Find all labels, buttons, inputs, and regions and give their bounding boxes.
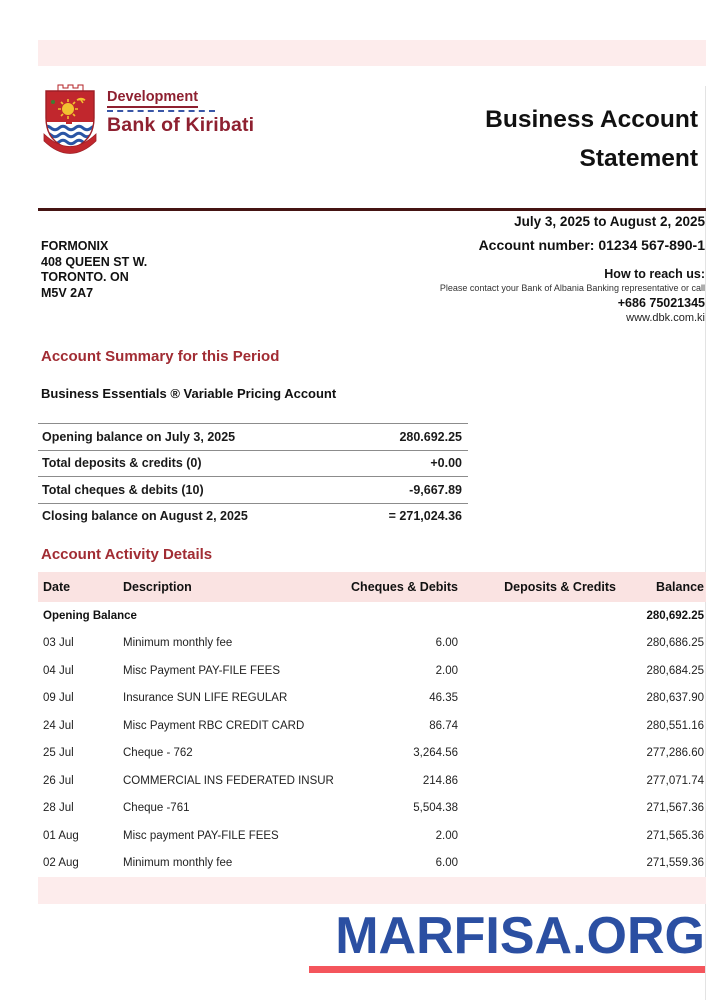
opening-balance-label: Opening Balance: [43, 609, 137, 622]
opening-balance-value: 280,692.25: [646, 609, 704, 622]
table-row-opening-balance: [38, 602, 706, 630]
cell-balance: 277,286.60: [646, 747, 704, 760]
table-row: [38, 850, 706, 878]
table-row: [38, 767, 706, 795]
cell-balance: 271,565.36: [646, 829, 704, 842]
table-row: [38, 822, 706, 850]
cell-credit: [460, 602, 618, 630]
bank-logo-line1: Development: [107, 89, 198, 108]
cell-description: Misc payment PAY-FILE FEES: [123, 829, 279, 842]
contact-block: [440, 237, 705, 324]
table-row: [38, 630, 706, 658]
cell-description: Cheque -761: [123, 802, 190, 815]
cell-debit: 46.35: [429, 692, 458, 705]
col-header-balance: Balance: [618, 572, 706, 602]
summary-row-opening: [38, 423, 468, 450]
summary-row-closing: [38, 503, 468, 530]
cell-credit: [460, 685, 618, 713]
account-number: Account number: 01234 567-890-1: [478, 237, 705, 253]
top-pink-banner: [38, 40, 706, 66]
bank-logo-line2: Bank of Kiribati: [107, 114, 255, 136]
col-header-description: Description: [118, 572, 340, 602]
document-title: [485, 100, 698, 178]
statement-period: July 3, 2025 to August 2, 2025: [514, 214, 705, 229]
activity-table: [38, 572, 706, 877]
cell-description: Cheque - 762: [123, 747, 193, 760]
cell-date: 26 Jul: [43, 774, 74, 787]
cell-description: Misc Payment RBC CREDIT CARD: [123, 719, 305, 732]
col-header-credits: Deposits & Credits: [460, 572, 618, 602]
cell-credit: [460, 767, 618, 795]
table-row: [38, 795, 706, 823]
cell-balance: 277,071.74: [646, 774, 704, 787]
bank-logo-text: [107, 88, 254, 156]
summary-section-heading: Account Summary for this Period: [41, 348, 280, 365]
summary-value: -9,667.89: [409, 482, 462, 497]
cell-credit: [460, 822, 618, 850]
bottom-pink-banner: [38, 877, 706, 904]
cell-description: Misc Payment PAY-FILE FEES: [123, 664, 281, 677]
cell-credit: [460, 795, 618, 823]
marfisa-watermark: MARFISA.ORG: [335, 907, 705, 965]
cell-debit: 2.00: [435, 829, 458, 842]
cell-debit: 3,264.56: [413, 747, 458, 760]
cell-debit: 6.00: [435, 857, 458, 870]
cell-debit: 86.74: [429, 719, 458, 732]
cell-balance: 280,551.16: [646, 719, 704, 732]
document-title-line1: Business Account: [485, 106, 698, 133]
activity-header-row: [38, 572, 706, 602]
summary-value: = 271,024.36: [388, 509, 462, 524]
cell-description: Insurance SUN LIFE REGULAR: [123, 692, 288, 705]
product-name: Business Essentials ® Variable Pricing Account: [41, 386, 337, 401]
cell-description: Minimum monthly fee: [123, 637, 233, 650]
contact-instruction: Please contact your Bank of Albania Banking representative or call: [439, 283, 705, 293]
kiribati-crest-icon: [41, 82, 99, 156]
table-row: [38, 712, 706, 740]
cell-balance: 271,567.36: [646, 802, 704, 815]
col-header-debits: Cheques & Debits: [340, 572, 460, 602]
cell-date: 03 Jul: [43, 637, 74, 650]
address-line-street: 408 QUEEN ST W.: [41, 254, 148, 269]
cell-credit: [460, 630, 618, 658]
table-row: [38, 685, 706, 713]
cell-credit: [460, 850, 618, 878]
cell-credit: [460, 740, 618, 768]
cell-balance: 280,686.25: [646, 637, 704, 650]
cell-debit: 5,504.38: [413, 802, 458, 815]
logo-dashed-divider: [107, 110, 215, 112]
cell-balance: 271,559.36: [646, 857, 704, 870]
cell-description: COMMERCIAL INS FEDERATED INSUR: [123, 774, 334, 787]
cell-debit: 6.00: [435, 637, 458, 650]
summary-label: Total deposits & credits (0): [42, 456, 202, 471]
cell-date: 24 Jul: [43, 719, 74, 732]
customer-name: FORMONIX: [41, 239, 109, 253]
cell-date: 09 Jul: [43, 692, 74, 705]
document-title-line2: Statement: [579, 145, 698, 172]
cell-credit: [460, 657, 618, 685]
summary-label: Total cheques & debits (10): [42, 482, 204, 497]
cell-balance: 280,637.90: [646, 692, 704, 705]
bank-logo: [41, 82, 254, 156]
cell-balance: 280,684.25: [646, 664, 704, 677]
summary-label: Opening balance on July 3, 2025: [42, 429, 236, 444]
cell-debit: [340, 602, 460, 630]
header-divider-rule: [38, 208, 706, 211]
cell-description: Minimum monthly fee: [123, 857, 233, 870]
cell-date: 02 Aug: [43, 857, 79, 870]
cell-date: 28 Jul: [43, 802, 74, 815]
cell-debit: 2.00: [435, 664, 458, 677]
summary-value: 280.692.25: [399, 429, 462, 444]
address-line-postal: M5V 2A7: [41, 285, 94, 300]
table-row: [38, 657, 706, 685]
cell-date: 01 Aug: [43, 829, 79, 842]
contact-website: www.dbk.com.ki: [626, 312, 705, 324]
summary-row-debits: [38, 476, 468, 503]
cell-date: 04 Jul: [43, 664, 74, 677]
summary-label: Closing balance on August 2, 2025: [42, 509, 248, 524]
cell-debit: 214.86: [422, 774, 458, 787]
table-row: [38, 740, 706, 768]
summary-table: [38, 423, 468, 529]
activity-section-heading: Account Activity Details: [41, 546, 213, 563]
cell-date: 25 Jul: [43, 747, 74, 760]
customer-address-block: [41, 239, 147, 301]
how-to-reach-us-heading: How to reach us:: [604, 267, 705, 281]
col-header-date: Date: [38, 572, 118, 602]
cell-credit: [460, 712, 618, 740]
summary-row-deposits: [38, 450, 468, 477]
address-line-city: TORONTO. ON: [41, 270, 129, 284]
summary-value: +0.00: [430, 456, 462, 471]
marfisa-underline: [309, 966, 705, 973]
contact-phone: +686 75021345: [617, 296, 705, 310]
